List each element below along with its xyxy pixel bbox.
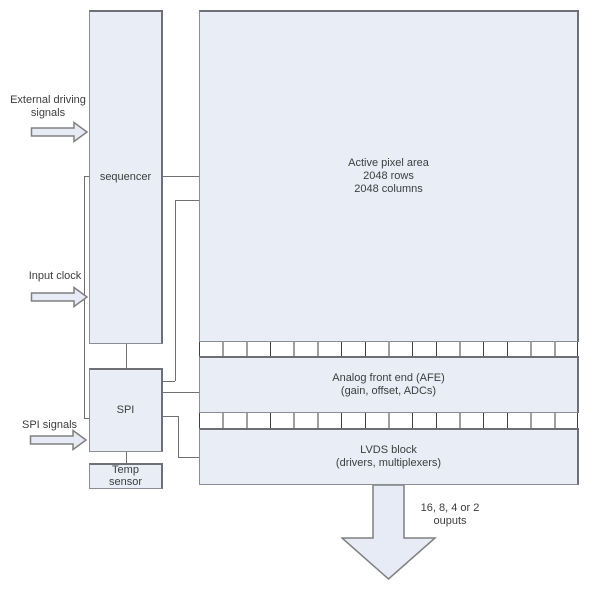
- spi-block: [89, 368, 163, 452]
- wire-spi-to-lvds-h1: [162, 416, 179, 417]
- lvds-block: [199, 428, 579, 485]
- outputs-count-label: [403, 502, 497, 528]
- wire-sequencer-to-spi: [126, 344, 127, 368]
- afe-block: [199, 356, 579, 413]
- afe-to-lvds-bus-ticks: [199, 413, 578, 428]
- temp-sensor-block: [89, 463, 163, 489]
- lvds-label-line1: LVDS block: [360, 444, 417, 456]
- wire-sequencer-to-pixel-area: [162, 176, 199, 177]
- active-pixel-area-label-line1: Active pixel area: [348, 157, 429, 169]
- wire-spi-to-temp-sensor: [126, 452, 127, 463]
- active-pixel-area-block: [199, 10, 579, 342]
- external-driving-signals-arrow-icon: [30, 120, 89, 144]
- pixel-to-afe-bus-ticks: [199, 342, 578, 356]
- spi-signals-arrow-icon: [29, 428, 88, 452]
- wire-spi-to-afe: [162, 392, 199, 393]
- lvds-label-line2: (drivers, multiplexers): [335, 457, 442, 469]
- wire-pixel-area-stub: [175, 200, 199, 201]
- afe-label-line2: (gain, offset, ADCs): [340, 385, 437, 397]
- external-driving-signals-label: [7, 94, 89, 120]
- wire-spi-right-stub: [162, 381, 175, 382]
- input-clock-label: Input clock: [28, 270, 82, 282]
- outputs-count-line1: 16, 8, 4 or 2: [420, 502, 480, 514]
- sequencer-block: [89, 10, 163, 344]
- active-pixel-area-label-line3: 2048 columns: [354, 183, 423, 195]
- external-driving-signals-line1: External driving: [10, 94, 86, 106]
- spi-signals-label: SPI signals: [21, 419, 78, 431]
- wire-spi-to-lvds-h2: [178, 457, 199, 458]
- wire-spi-to-lvds-vertical: [178, 416, 179, 458]
- temp-sensor-label-line1: Temp: [112, 464, 139, 476]
- input-clock-arrow-icon: [30, 285, 89, 309]
- sequencer-label: sequencer: [99, 171, 152, 183]
- active-pixel-area-label-line2: 2048 rows: [363, 170, 414, 182]
- lvds-outputs-arrow-icon: [341, 485, 437, 581]
- outputs-count-line2: ouputs: [433, 515, 467, 527]
- spi-label: SPI: [116, 404, 135, 416]
- temp-sensor-label-line2: sensor: [108, 475, 143, 488]
- afe-label-line1: Analog front end (AFE): [332, 372, 445, 384]
- external-driving-signals-line2: signals: [30, 107, 66, 119]
- wire-pixel-area-to-spi-vertical: [175, 200, 176, 381]
